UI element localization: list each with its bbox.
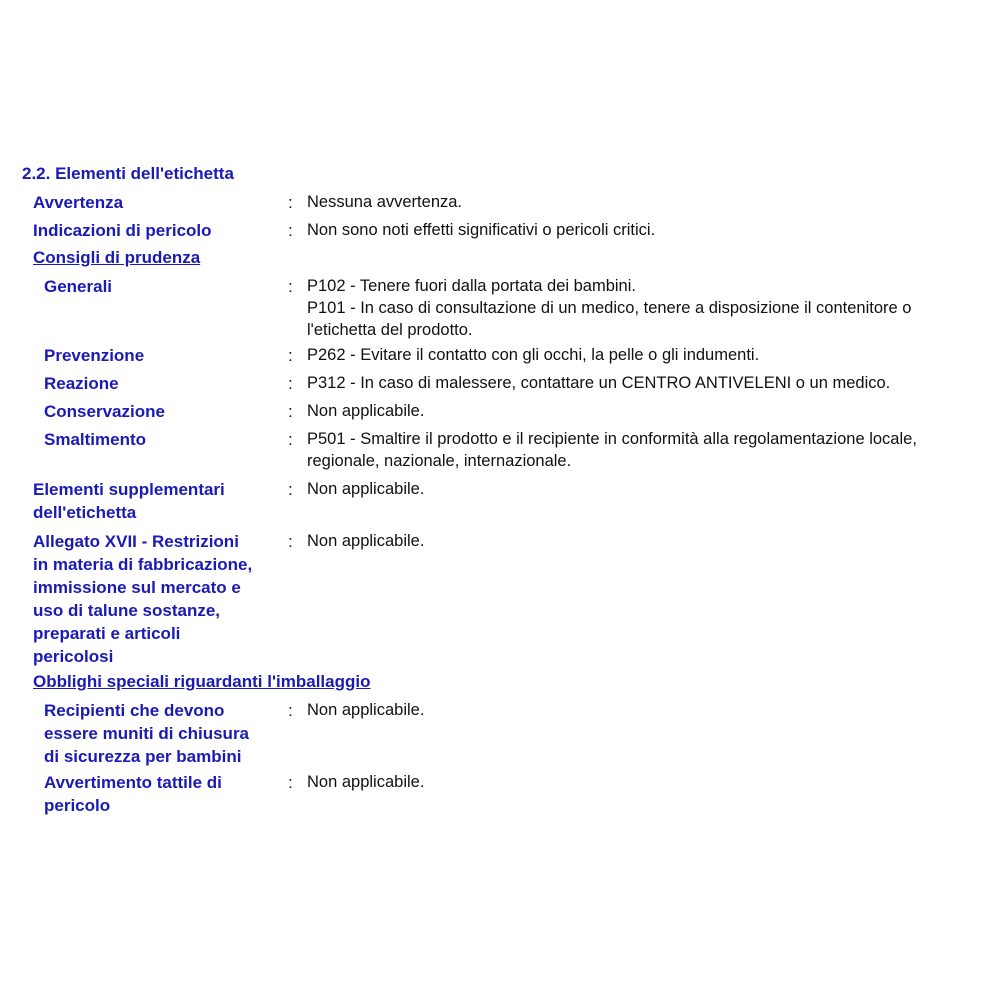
label-allegato: Allegato XVII - Restrizioni in materia di fabbricazione, immissione sul mercato e uso di talune sostanze, preparati e articoli pericolosi <box>33 532 253 666</box>
value-avvertimento-tattile: Non applicabile. <box>307 773 425 791</box>
colon: : <box>288 193 293 212</box>
section-title: 2.2. Elementi dell'etichetta <box>22 164 234 183</box>
obblighi-heading: Obblighi speciali riguardanti l'imballaggio <box>33 672 371 691</box>
colon: : <box>288 532 293 551</box>
colon: : <box>288 277 293 296</box>
colon: : <box>288 346 293 365</box>
value-generali: P102 - Tenere fuori dalla portata dei bambini. P101 - In caso di consultazione di un medico, tenere a disposizione il contenitore o l'etichetta del prodotto. <box>307 277 912 339</box>
value-avvertenza: Nessuna avvertenza. <box>307 193 463 211</box>
label-recipienti: Recipienti che devono essere muniti di chiusura di sicurezza per bambini <box>44 701 250 766</box>
consigli-heading: Consigli di prudenza <box>33 248 201 267</box>
label-generali: Generali <box>44 277 113 296</box>
colon: : <box>288 402 293 421</box>
label-supplementari: Elementi supplementari dell'etichetta <box>33 480 225 522</box>
value-allegato: Non applicabile. <box>307 532 425 550</box>
label-reazione: Reazione <box>44 374 119 393</box>
value-prevenzione: P262 - Evitare il contatto con gli occhi, la pelle o gli indumenti. <box>307 346 760 364</box>
colon: : <box>288 701 293 720</box>
value-recipienti: Non applicabile. <box>307 701 425 719</box>
label-smaltimento: Smaltimento <box>44 430 147 449</box>
value-smaltimento: P501 - Smaltire il prodotto e il recipiente in conformità alla regolamentazione locale, regionale, nazionale, internazionale. <box>307 430 917 470</box>
label-avvertenza: Avvertenza <box>33 193 124 212</box>
colon: : <box>288 773 293 792</box>
label-avvertimento-tattile: Avvertimento tattile di pericolo <box>44 773 222 815</box>
value-supplementari: Non applicabile. <box>307 480 425 498</box>
colon: : <box>288 480 293 499</box>
value-reazione: P312 - In caso di malessere, contattare un CENTRO ANTIVELENI o un medico. <box>307 374 891 392</box>
value-conservazione: Non applicabile. <box>307 402 425 420</box>
colon: : <box>288 221 293 240</box>
label-conservazione: Conservazione <box>44 402 165 421</box>
colon: : <box>288 430 293 449</box>
label-indicazioni: Indicazioni di pericolo <box>33 221 212 240</box>
value-indicazioni: Non sono noti effetti significativi o pericoli critici. <box>307 221 656 239</box>
label-prevenzione: Prevenzione <box>44 346 145 365</box>
colon: : <box>288 374 293 393</box>
